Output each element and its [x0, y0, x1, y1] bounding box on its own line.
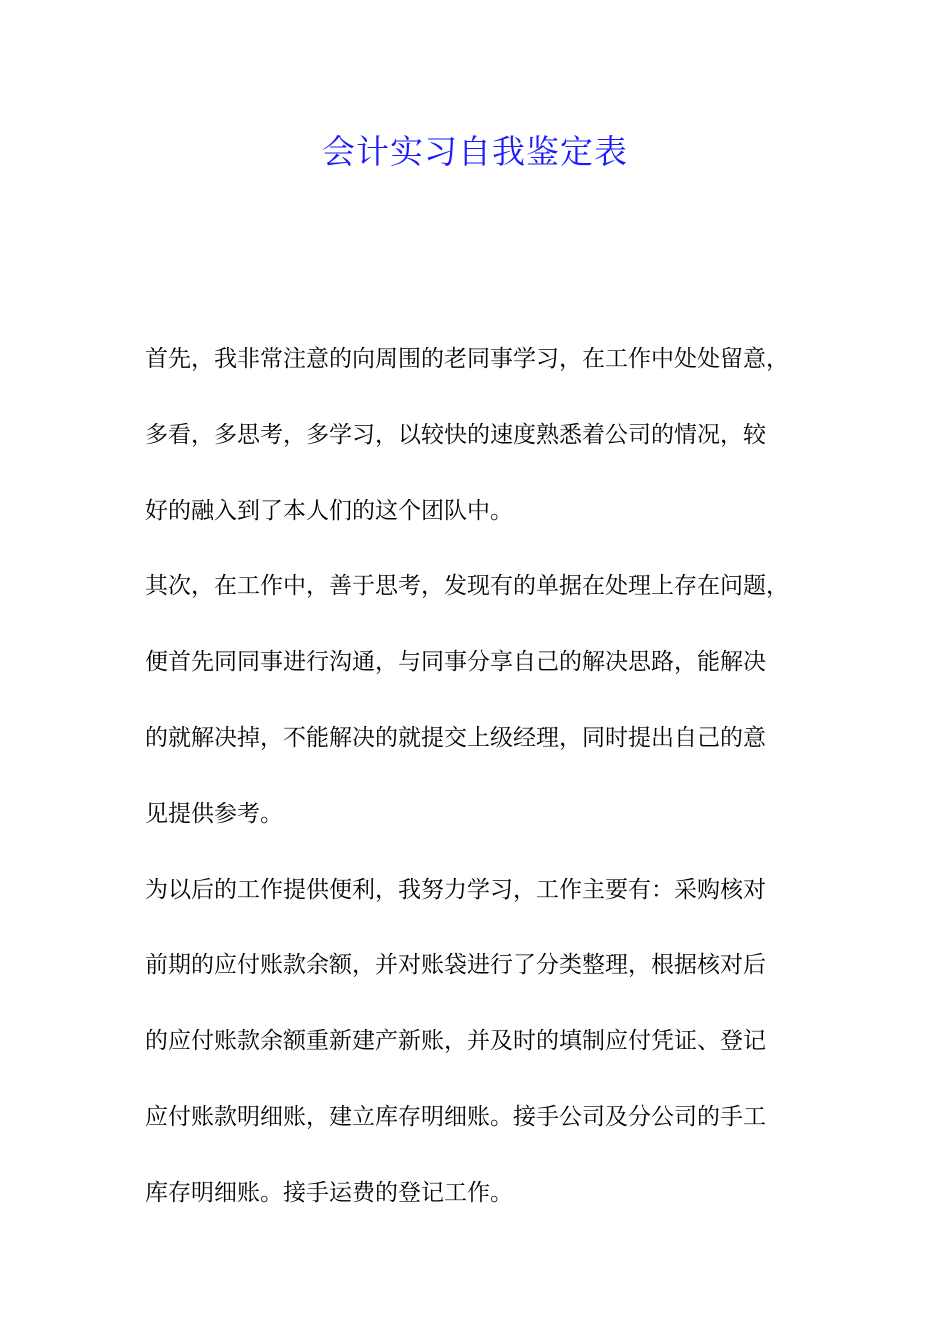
body-line: 便首先同同事进行沟通，与同事分享自己的解决思路，能解决 [145, 649, 766, 676]
document-title: 会计实习自我鉴定表 [322, 132, 628, 171]
body-line: 库存明细账。接手运费的登记工作。 [145, 1179, 513, 1206]
document-body [145, 334, 845, 1244]
body-line: 好的融入到了本人们的这个团队中。 [145, 497, 513, 524]
body-line: 的就解决掉，不能解决的就提交上级经理，同时提出自己的意 [145, 724, 766, 751]
body-line: 的应付账款余额重新建产新账，并及时的填制应付凭证、登记 [145, 1028, 766, 1055]
body-line: 其次，在工作中，善于思考，发现有的单据在处理上存在问题， [145, 573, 789, 600]
body-line: 多看，多思考，多学习，以较快的速度熟悉着公司的情况，较 [145, 421, 766, 448]
body-line: 首先，我非常注意的向周围的老同事学习，在工作中处处留意， [145, 346, 789, 372]
body-line: 为以后的工作提供便利，我努力学习，工作主要有：采购核对 [145, 876, 766, 903]
body-line: 前期的应付账款余额，并对账袋进行了分类整理，根据核对后 [145, 952, 766, 979]
body-line: 应付账款明细账，建立库存明细账。接手公司及分公司的手工 [145, 1103, 766, 1130]
body-line: 见提供参考。 [145, 800, 283, 827]
